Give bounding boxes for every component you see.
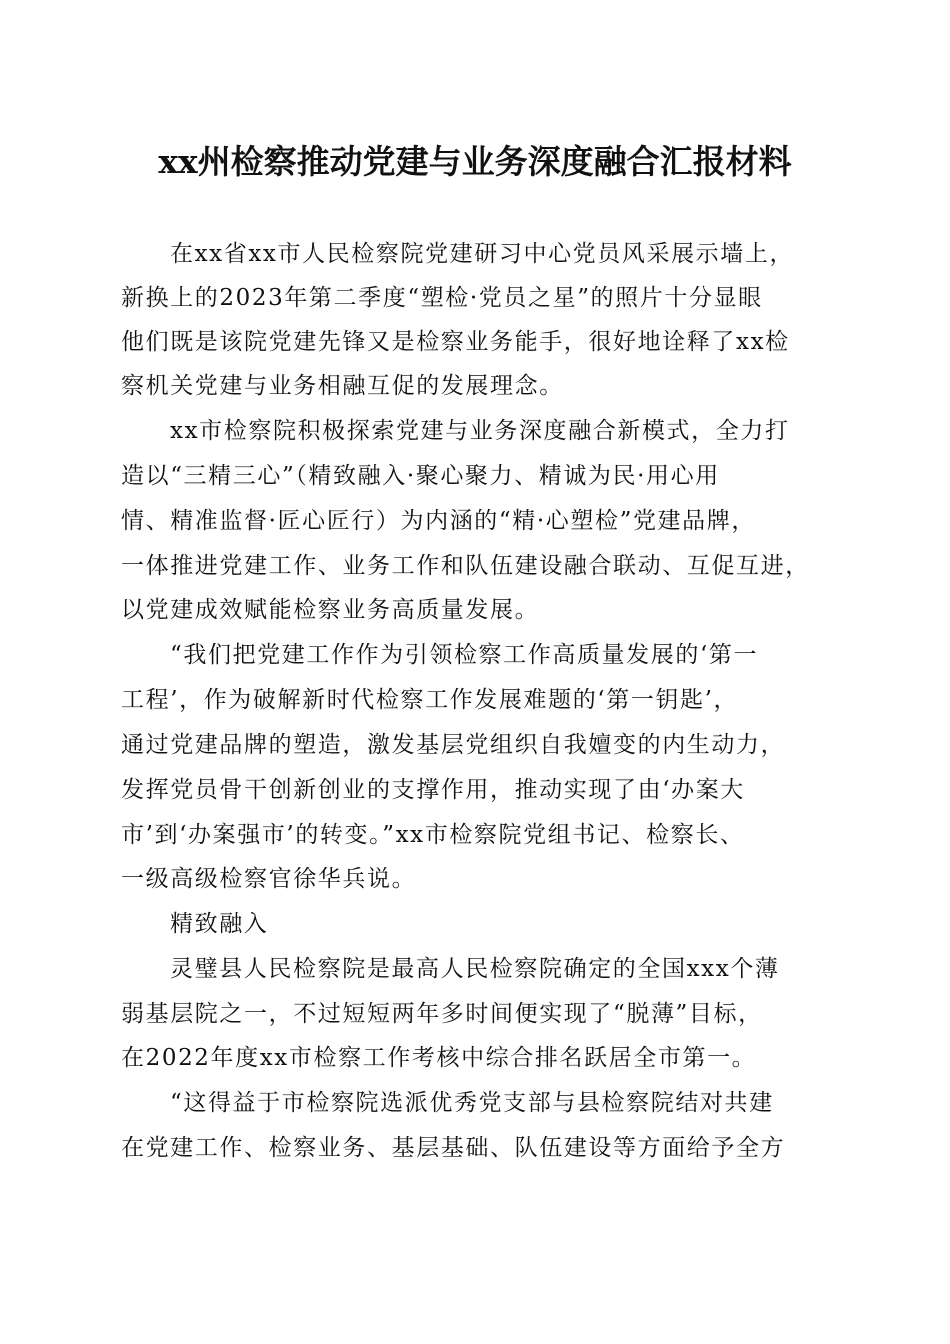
paragraph-line: 新换上的2023年第二季度“塑检·党员之星”的照片十分显眼 [121, 285, 763, 311]
paragraph-line: xx市检察院积极探索党建与业务深度融合新模式，全力打 [170, 418, 790, 444]
paragraph-line: 造以“三精三心”（精致融入·聚心聚力、精诚为民·用心用 [121, 463, 720, 489]
paragraph-line: 情、精准监督·匠心匠行）为内涵的“精·心塑检”党建品牌， [121, 508, 756, 534]
document-title: xx州检察推动党建与业务深度融合汇报材料 [158, 142, 792, 181]
paragraph-line: 在xx省xx市人民检察院党建研习中心党员风采展示墙上， [170, 241, 795, 267]
paragraph-line: “这得益于市检察院选派优秀党支部与县检察院结对共建 [170, 1090, 774, 1116]
paragraph-line: 工程’，作为破解新时代检察工作发展难题的‘第一钥匙’， [121, 687, 739, 713]
paragraph-line: 市’到‘办案强市’的转变。”xx市检察院党组书记、检察长、 [121, 822, 745, 848]
paragraph-line: 通过党建品牌的塑造，激发基层党组织自我嬗变的内生动力， [121, 732, 786, 758]
paragraph-line: 在党建工作、检察业务、基层基础、队伍建设等方面给予全方 [121, 1135, 786, 1161]
paragraph-line: 以党建成效赋能检察业务高质量发展。 [121, 597, 540, 623]
paragraph-line: 一体推进党建工作、业务工作和队伍建设融合联动、互促互进， [121, 553, 810, 579]
paragraph-line: 在2022年度xx市检察工作考核中综合排名跃居全市第一。 [121, 1045, 757, 1071]
section-heading: 精致融入 [170, 911, 269, 937]
paragraph-line: 他们既是该院党建先锋又是检察业务能手，很好地诠释了xx检 [121, 329, 790, 355]
paragraph-line: 一级高级检察官徐华兵说。 [121, 866, 417, 892]
paragraph-line: 灵璧县人民检察院是最高人民检察院确定的全国xxx个薄 [170, 956, 780, 982]
paragraph-line: 发挥党员骨干创新创业的支撑作用，推动实现了由‘办案大 [121, 777, 745, 803]
paragraph-line: “我们把党建工作作为引领检察工作高质量发展的‘第一 [170, 642, 759, 668]
paragraph-line: 察机关党建与业务相融互促的发展理念。 [121, 373, 564, 399]
paragraph-line: 弱基层院之一，不过短短两年多时间便实现了“脱薄”目标， [121, 1001, 763, 1027]
